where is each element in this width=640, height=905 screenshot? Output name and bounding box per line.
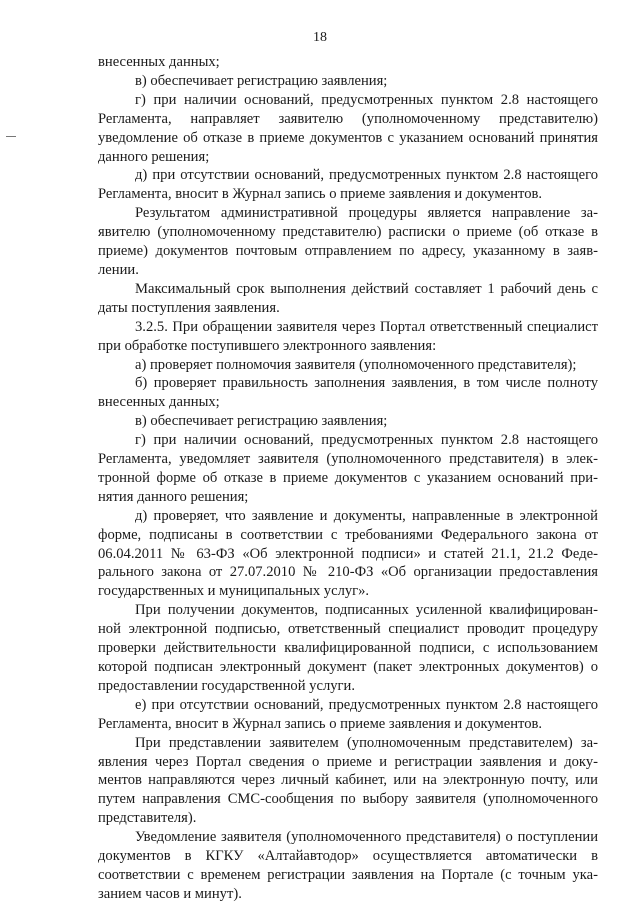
paragraph-item-g-electronic-refusal: г) при наличии оснований, предусмотренных пунктом 2.8 настоящего Регламента, уведомляет заявителя (уполномоченного представителя) в электронной форме об отказе в приеме документов с указанием оснований принятия данного решения; — [98, 432, 598, 505]
paragraph-item-e-journal-entry: е) при отсутствии оснований, предусмотренных пунктом 2.8 настоящего Регламента, вносит в Журнал запись о приеме заявления и документов. — [98, 696, 598, 732]
document-body — [98, 53, 598, 904]
paragraph-qualified-signature: При получении документов, подписанных усиленной квалифицированной электронной подписью, ответственный специалист проводит процедуру проверки действительности квалифицированной подписи, с использованием которой подписан электронный документ (пакет электронных документов) о предоставлении государственной услуги. — [98, 602, 598, 694]
margin-mark — [6, 136, 16, 137]
page-number: 18 — [313, 30, 327, 45]
paragraph-item-v-registration-portal: в) обеспечивает регистрацию заявления; — [135, 413, 388, 430]
paragraph-item-v-registration: в) обеспечивает регистрацию заявления; — [135, 72, 388, 89]
paragraph-max-duration: Максимальный срок выполнения действий составляет 1 рабочий день с даты поступления заявления. — [98, 280, 598, 316]
paragraph-procedure-result: Результатом административной процедуры является направление заявителю (уполномоченному представителю) расписки о приеме (об отказе в приеме) документов почтовым отправлением по адресу, указанному в заявлении. — [98, 205, 598, 278]
paragraph-item-g-refusal-notice: г) при наличии оснований, предусмотренных пунктом 2.8 настоящего Регламента, направляет заявителю (уполномоченному представителю) уведомление об отказе в приеме документов с указанием оснований принятия данного решения; — [98, 91, 598, 165]
paragraph-section-3-2-5: 3.2.5. При обращении заявителя через Портал ответственный специалист при обработке поступившего электронного заявления: — [98, 318, 598, 354]
paragraph-item-a-authority-check: а) проверяет полномочия заявителя (уполномоченного представителя); — [135, 356, 577, 373]
paragraph-item-d-journal-entry: д) при отсутствии оснований, предусмотренных пунктом 2.8 настоящего Регламента, вносит в Журнал запись о приеме заявления и документов. — [98, 167, 598, 203]
paragraph-item-d-signature-check: д) проверяет, что заявление и документы, направленные в электронной форме, подписаны в соответствии с требованиями Федерального закона от 06.04.2011 № 63-ФЗ «Об электронной подписи» и статей 21.1, 21.2 Федерального закона от 27.07.2010 № 210-ФЗ «Об организации предоставления государственных и муниципальных услуг». — [98, 507, 598, 600]
paragraph-continuation: внесенных данных; — [98, 54, 220, 70]
paragraph-portal-notification: При представлении заявителем (уполномоченным представителем) заявления через Портал сведения о приеме и регистрации заявления и документов направляются через личный кабинет, или на электронную почту, или путем направления СМС-сообщения по выбору заявителя (уполномоченного представителя). — [98, 734, 598, 827]
paragraph-item-b-completeness-check: б) проверяет правильность заполнения заявления, в том числе полноту внесенных данных; — [98, 375, 598, 411]
paragraph-automatic-notification: Уведомление заявителя (уполномоченного представителя) о поступлении документов в КГКУ «Алтайавтодор» осуществляется автоматически в соответствии с временем регистрации заявления на Портале (с точным указанием часов и минут). — [98, 829, 598, 902]
